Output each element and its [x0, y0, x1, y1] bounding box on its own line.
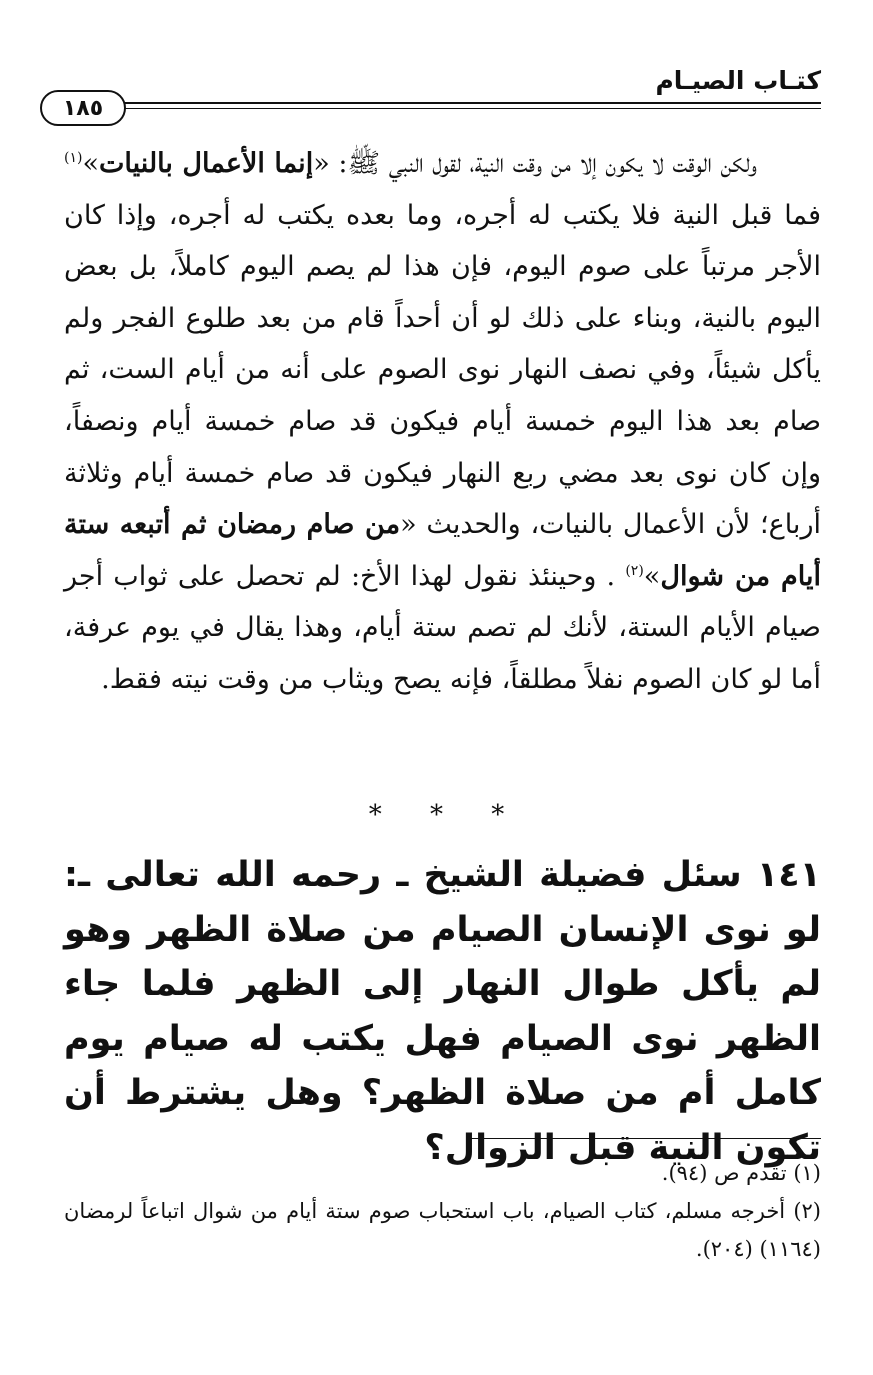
page-number: ١٨٥ [62, 95, 104, 121]
header-rule-thin [118, 108, 821, 109]
header-rule [118, 100, 821, 114]
page-number-badge [40, 90, 126, 126]
body-text-part2: فما قبل النية فلا يكتب له أجره، وما بعده يكتب له أجره، وإذا كان الأجر مرتباً على صوم اليوم، فإن هذا لم يصم اليوم كاملاً، بل بعض اليوم بالنية، وبناء على ذلك لو أن أحداً قام من بعد طلوع الفجر ولم يأكل شيئاً، وفي نصف النهار نوى الصوم على أنه من أيام الست، ثم صام بعد هذا اليوم خمسة أيام فيكون قد صام خمسة أيام ونصفاً، وإن كان نوى بعد مضي ربع النهار فيكون قد صام خمسة أيام وثلاثة أرباع؛ لأن الأعمال بالنيات، والحديث « [64, 199, 821, 541]
footnote-1: (١) تقدم ص (٩٤). [661, 1161, 821, 1185]
question-heading [64, 848, 821, 1175]
hadith-quote-1: إنما الأعمال بالنيات [99, 148, 314, 179]
separator-star: * [368, 800, 382, 830]
separator-star: * [430, 800, 443, 830]
body-text-part3: . وحينئذ نقول لهذا الأخ: لم تحصل على ثواب أجر صيام الأيام الستة، لأنك لم تصم ستة أيام، وهذا يقال في يوم عرفة، أما لو كان الصوم نفلاً مطلقاً، فإنه يصح ويثاب من وقت نيته فقط. [64, 560, 821, 695]
section-separator [0, 800, 873, 830]
footnote-rule [471, 1138, 821, 1139]
separator-star: * [491, 800, 505, 830]
footnote-2: (٢) أخرجه مسلم، كتاب الصيام، باب استحباب صوم ستة أيام من شوال اتباعاً لرمضان (١١٦٤) (٢٠٤). [64, 1199, 821, 1261]
footnote-ref-1: (١) [64, 150, 83, 166]
hadith-quote-2: من صام رمضان ثم أتبعه ستة أيام من شوال [64, 509, 821, 592]
running-title: كتـاب الصيـام [655, 66, 821, 95]
body-paragraph: ولكن الوقت لا يكون إلا من وقت النية، لقول النبي ﷺ: «إنما الأعمال بالنيات»$^{(١)}$ فما قبل النية فلا يكتب له أجره، وما بعده يكتب له أجره، وإذا كان الأجر مرتباً على صوم اليوم، فإن هذا لم يصم اليوم كاملاً، بل بعض اليوم بالنية، وبناء على ذلك لو أن أحداً قام من بعد طلوع الفجر ولم يأكل شيئاً، وفي نصف النهار نوى الصوم على أنه من أيام الست، ثم صام بعد هذا اليوم خمسة أيام فيكون قد صام خمسة أيام ونصفاً، وإن كان نوى بعد مضي ربع النهار فيكون قد صام خمسة أيام وثلاثة أرباع؛ لأن الأعمال بالنيات، والحديث «من صام رمضان ثم أتبعه ستة أيام من شوال»$^{(٢)}$ . وحينئذ نقول لهذا الأخ: لم تحصل على ثواب أجر صيام الأيام الستة، لأنك لم تصم ستة أيام، وهذا يقال في يوم عرفة، أما لو كان الصوم نفلاً مطلقاً، فإنه يصح ويثاب من وقت نيته فقط. [64, 148, 821, 695]
question-text: ١٤١ سئل فضيلة الشيخ ـ رحمه الله تعالى ـ: لو نوى الإنسان الصيام من صلاة الظهر وهو لم يأكل طوال النهار إلى الظهر فلما جاء الظهر نوى الصيام فهل يكتب له صيام يوم كامل أم من صلاة الظهر؟ وهل يشترط أن تكون النية قبل الزوال؟ [64, 855, 821, 1168]
footnotes [64, 1154, 821, 1268]
footnote-ref-2: (٢) [625, 562, 644, 579]
header-rule-thick [118, 102, 821, 104]
body-text-part1: ولكن الوقت لا يكون إلا من وقت النية، لقول النبي ﷺ: « [313, 148, 757, 179]
body-text [64, 138, 821, 706]
